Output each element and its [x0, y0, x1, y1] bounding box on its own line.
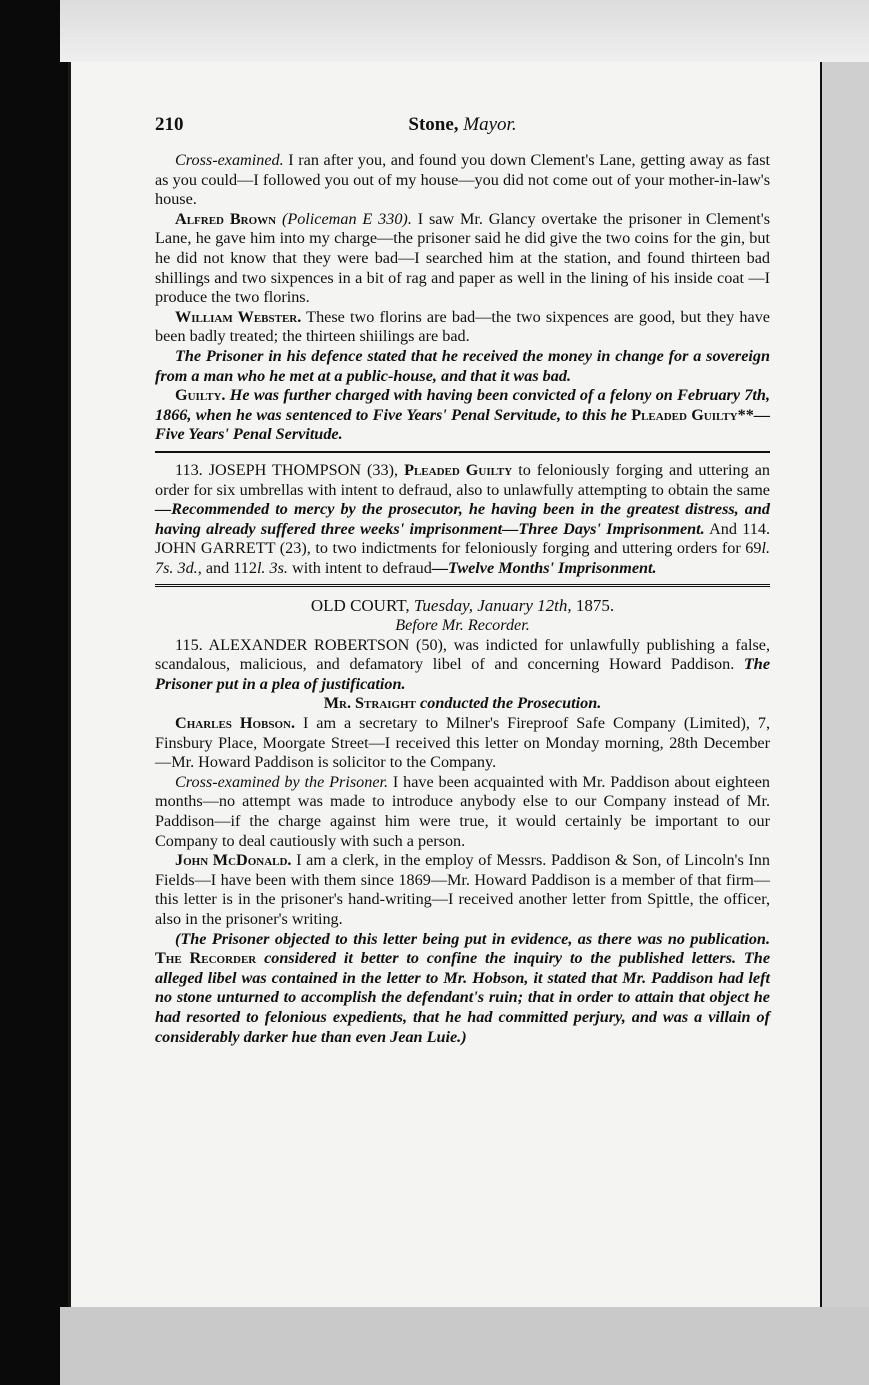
- paragraph-cross-examined-prisoner: Cross-examined by the Prisoner. I have been acquainted with Mr. Paddison about eighteen months—no attempt was made to introduce anybody else to our Company instead of Mr. Paddison—if the charge against him were true, it would certainly be important to our Company to deal cautiously with such a person.: [155, 772, 770, 850]
- facing-page-edge: [820, 62, 869, 1307]
- court-heading: OLD COURT, Tuesday, January 12th, 1875.: [310, 596, 615, 616]
- paragraph-guilty: Guilty. He was further charged with having been convicted of a felony on February 7th, 1866, when he was sentenced to Five Years' Penal Servitude, to this he Pleaded Guilty**—Five Years' Penal Servitude.: [155, 386, 770, 444]
- paragraph-robertson-indictment: 115. ALEXANDER ROBERTSON (50), was indicted for unlawfully publishing a false, scandalous, malicious, and defamatory libel of and concerning Howard Paddison. The Prisoner put in a plea of justification.: [155, 635, 770, 693]
- before-judge: Before Mr. Recorder.: [395, 616, 530, 635]
- scan-top-margin: [60, 0, 869, 62]
- paragraph-alfred-brown: Alfred Brown (Policeman E 330). I saw Mr. Glancy overtake the prisoner in Clement's Lane, he gave him into my charge—the prisoner said he did give the two coins for the gin, but he did not know that they were bad—I searched him at the station, and found thirteen bad shillings and two sixpences in a bit of rag and paper as well in the lining of his inside coat —I produce the two florins.: [155, 209, 770, 307]
- paragraph-thompson-garrett: 113. JOSEPH THOMPSON (33), Pleaded Guilty to feloniously forging and uttering an order for six umbrellas with intent to defraud, also to unlawfully attempting to obtain the same—Recommended to mercy by the prosecutor, he having been in the greatest distress, and having already suffered three weeks' imprisonment—Three Days' Imprisonment. And 114. JOHN GARRETT (23), to two indictments for feloniously forging and uttering orders for 69l. 7s. 3d., and 112l. 3s. with intent to defraud—Twelve Months' Imprisonment.: [155, 460, 770, 577]
- page-header: [155, 115, 770, 151]
- section-divider: [155, 451, 770, 453]
- page-number: 210: [155, 114, 184, 135]
- page-text: [155, 115, 770, 1047]
- court-divider: [155, 584, 770, 590]
- paragraph-william-webster: William Webster. These two florins are bad—the two sixpences are good, but they have been badly treated; the thirteen shiilings are bad.: [155, 307, 770, 346]
- paragraph-objection-note: (The Prisoner objected to this letter being put in evidence, as there was no publication. The Recorder considered it better to confine the inquiry to the published letters. The alleged libel was contained in the letter to Mr. Hobson, it stated that Mr. Paddison had left no stone unturned to accomplish the defendant's ruin; that in order to attain that object he had resorted to felonious expedients, that he had committed perjury, and was a villain of considerably darker hue than even Jean Luie.): [155, 929, 770, 1046]
- running-head: Stone, Mayor.: [408, 114, 517, 135]
- counsel-line: Mr. Straight conducted the Prosecution.: [323, 694, 602, 713]
- paragraph-charles-hobson: Charles Hobson. I am a secretary to Milner's Fireproof Safe Company (Limited), 7, Finsbury Place, Moorgate Street—I received this letter on Monday morning, 28th December—Mr. Howard Paddison is solicitor to the Company.: [155, 714, 770, 772]
- paragraph-cross-examined: Cross-examined. I ran after you, and found you down Clement's Lane, getting away as fast as you could—I followed you out of my house—you did not come out of your mother-in-law's house.: [155, 151, 770, 209]
- scan-bottom-margin: [60, 1307, 869, 1385]
- paragraph-john-mcdonald: John McDonald. I am a clerk, in the employ of Messrs. Paddison & Son, of Lincoln's Inn Fields—I have been with them since 1869—Mr. Howard Paddison is a member of that firm—this letter is in the prisoner's hand-writing—I received another letter from Spittle, the officer, also in the prisoner's writing.: [155, 851, 770, 928]
- paragraph-prisoner-defence: The Prisoner in his defence stated that he received the money in change for a sovereign from a man who he met at a public-house, and that it was bad.: [155, 346, 770, 385]
